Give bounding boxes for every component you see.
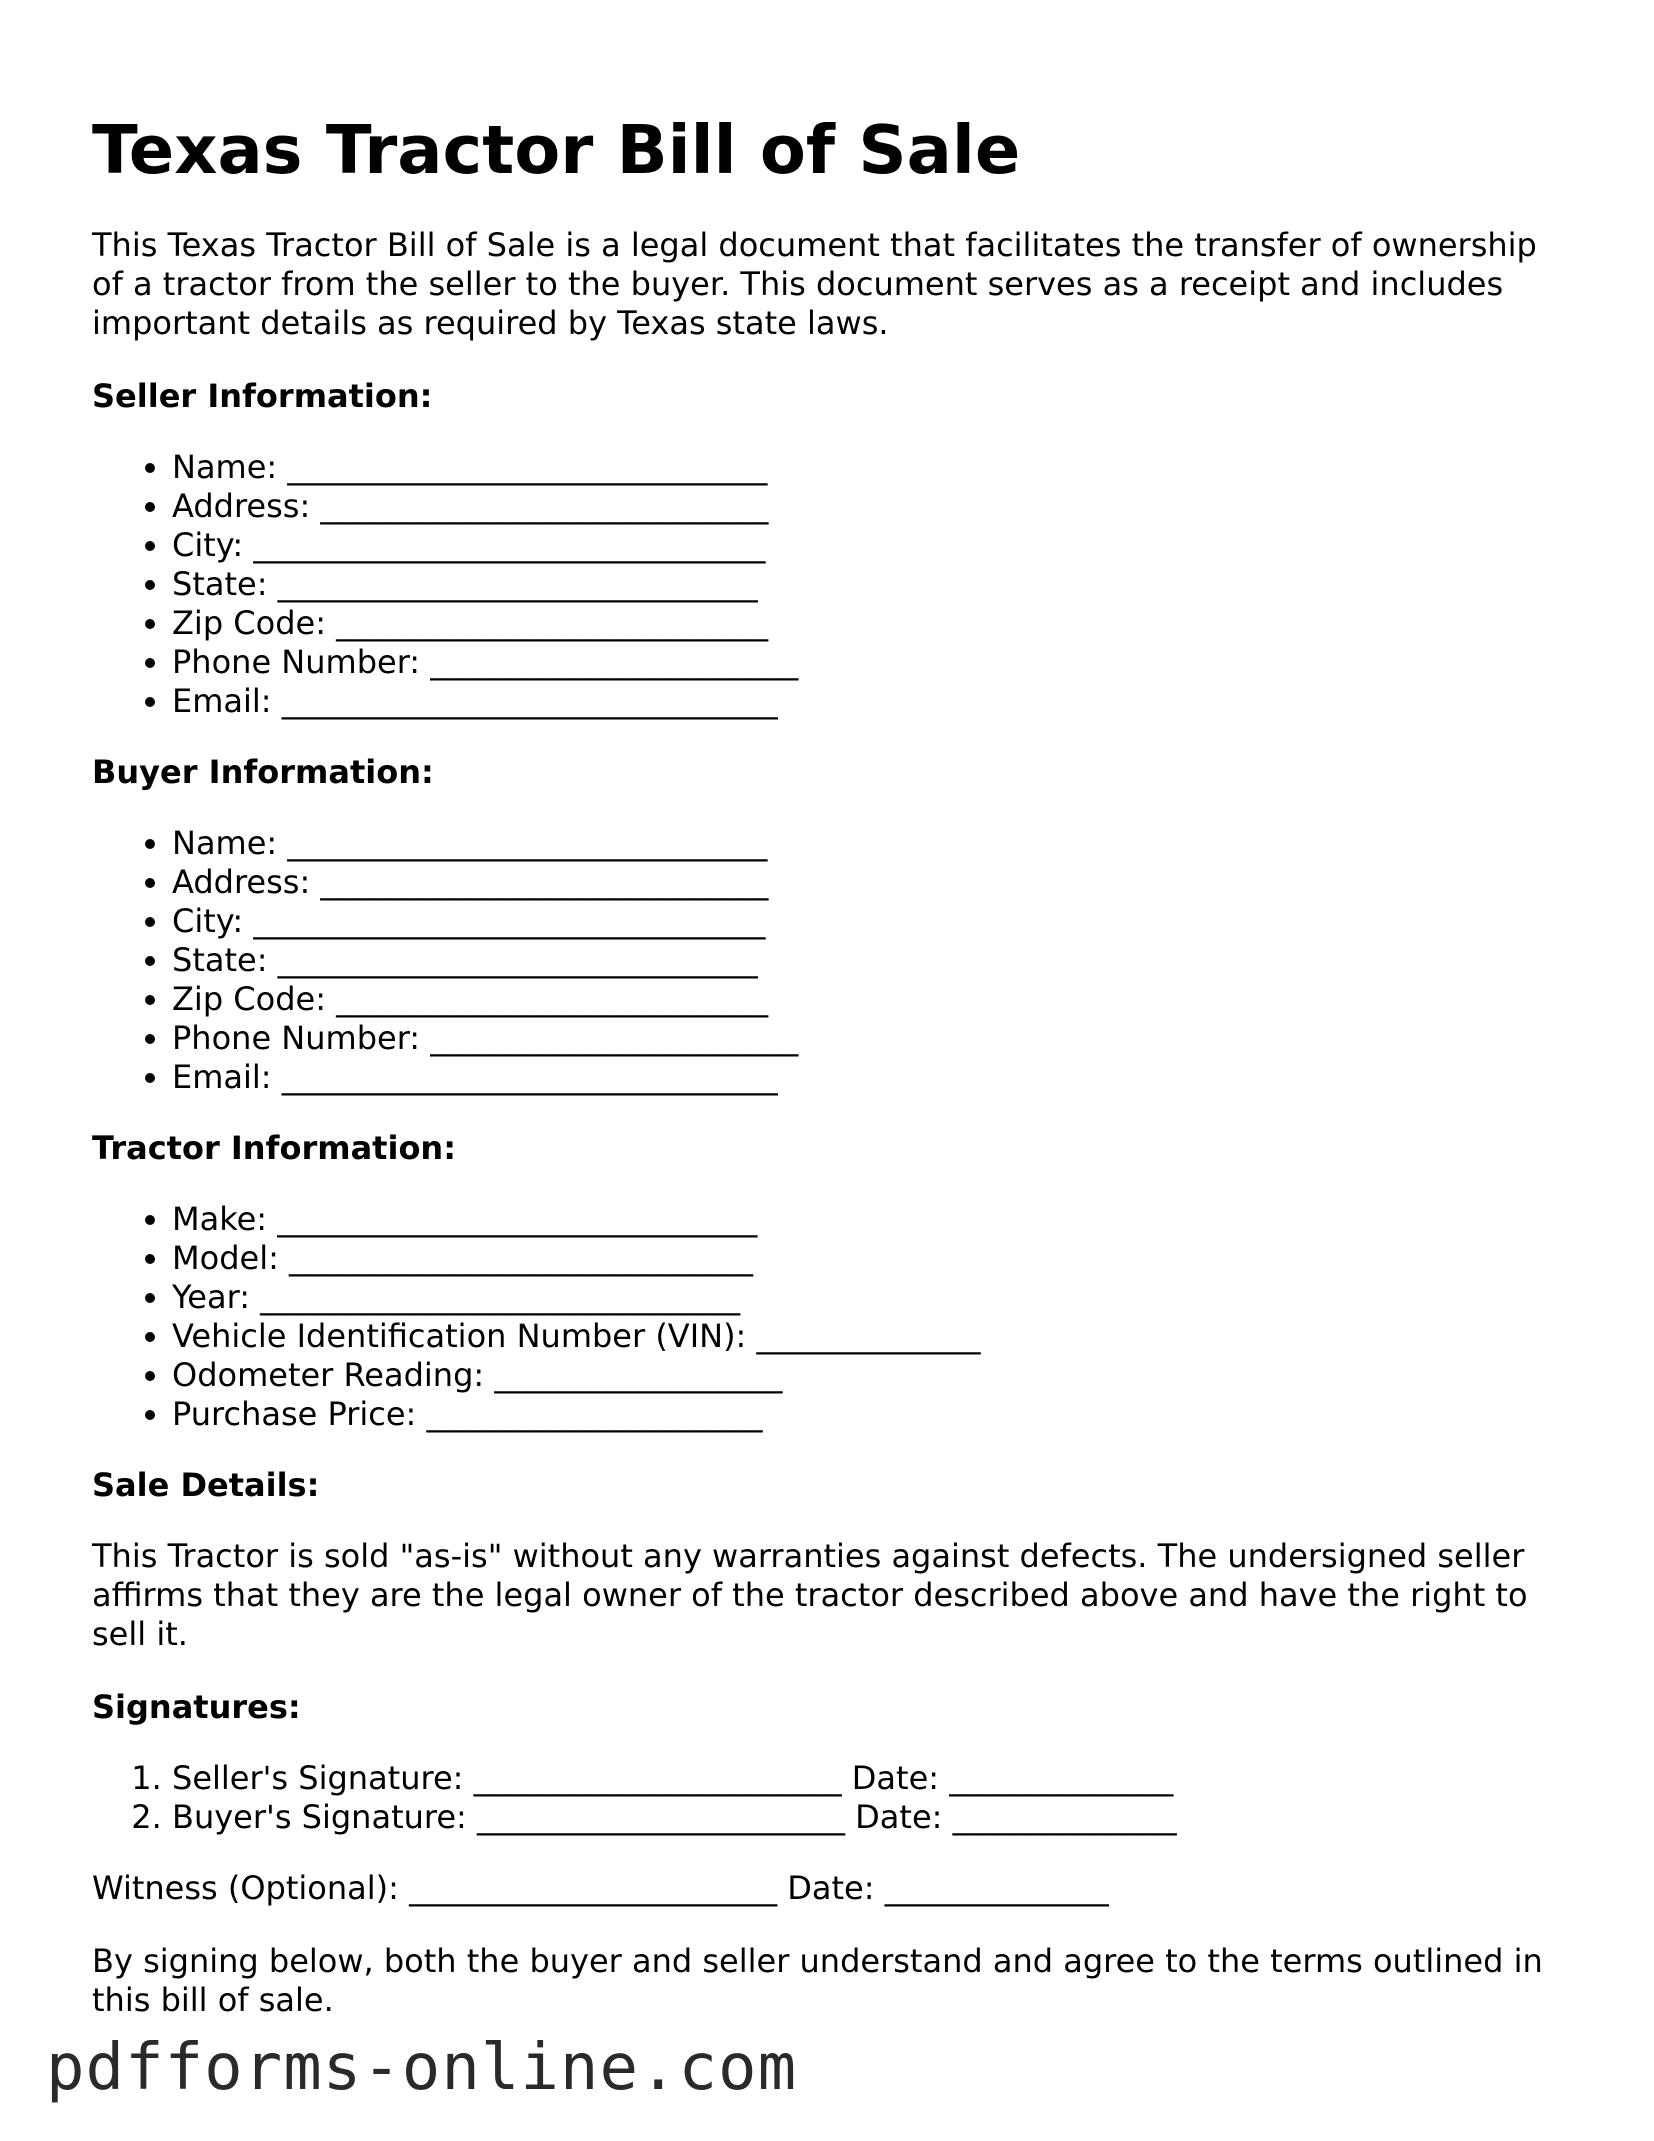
tractor-model-field[interactable]: • Model: _____________________________ xyxy=(172,1239,1572,1278)
tractor-price-field[interactable]: • Purchase Price: _____________________ xyxy=(172,1395,1572,1434)
tractor-year-field[interactable]: • Year: ______________________________ xyxy=(172,1278,1572,1317)
seller-city-field[interactable]: • City: ________________________________ xyxy=(172,526,1572,565)
sale-details-text: This Tractor is sold "as-is" without any warranties against defects. The undersigned seller affirms that they are the legal owner of the tractor described above and have the right to sell it. xyxy=(92,1537,1528,1653)
seller-fields-list xyxy=(92,448,1572,721)
buyer-phone-field[interactable]: • Phone Number: _______________________ xyxy=(172,1019,1572,1058)
tractor-make-field[interactable]: • Make: ______________________________ xyxy=(172,1200,1572,1239)
buyer-fields-list xyxy=(92,824,1572,1097)
intro-paragraph: This Texas Tractor Bill of Sale is a legal document that facilitates the transfer of ownership of a tractor from the seller to the buyer. This document serves as a receipt and includes important details as required by Texas state laws. xyxy=(92,226,1537,342)
tractor-vin-field[interactable]: • Vehicle Identification Number (VIN): ______________ xyxy=(172,1317,1572,1356)
seller-state-field[interactable]: • State: ______________________________ xyxy=(172,565,1572,604)
buyer-address-field[interactable]: • Address: ____________________________ xyxy=(172,863,1572,902)
tractor-fields-list xyxy=(92,1200,1572,1434)
seller-email-field[interactable]: • Email: _______________________________ xyxy=(172,682,1572,721)
seller-zip-field[interactable]: • Zip Code: ___________________________ xyxy=(172,604,1572,643)
sale-details-heading: Sale Details: xyxy=(92,1466,320,1504)
buyer-city-field[interactable]: • City: ________________________________ xyxy=(172,902,1572,941)
witness-signature-field[interactable]: Witness (Optional): _______________________ Date: ______________ xyxy=(92,1869,1109,1907)
signatures-list xyxy=(92,1759,1572,1837)
buyer-email-field[interactable]: • Email: _______________________________ xyxy=(172,1058,1572,1097)
buyer-signature-field[interactable]: 2. Buyer's Signature: _______________________ Date: ______________ xyxy=(172,1798,1572,1837)
watermark: pdfforms-online.com xyxy=(46,2031,798,2105)
buyer-zip-field[interactable]: • Zip Code: ___________________________ xyxy=(172,980,1572,1019)
buyer-state-field[interactable]: • State: ______________________________ xyxy=(172,941,1572,980)
tractor-odometer-field[interactable]: • Odometer Reading: __________________ xyxy=(172,1356,1572,1395)
buyer-heading: Buyer Information: xyxy=(92,753,434,791)
signatures-heading: Signatures: xyxy=(92,1688,301,1726)
seller-name-field[interactable]: • Name: ______________________________ xyxy=(172,448,1572,487)
document-page xyxy=(92,110,1572,2020)
seller-phone-field[interactable]: • Phone Number: _______________________ xyxy=(172,643,1572,682)
closing-paragraph: By signing below, both the buyer and seller understand and agree to the terms outlined in this bill of sale. xyxy=(92,1942,1543,2019)
seller-signature-field[interactable]: 1. Seller's Signature: _______________________ Date: ______________ xyxy=(172,1759,1572,1798)
seller-address-field[interactable]: • Address: ____________________________ xyxy=(172,487,1572,526)
document-title: Texas Tractor Bill of Sale xyxy=(92,111,1021,189)
buyer-name-field[interactable]: • Name: ______________________________ xyxy=(172,824,1572,863)
tractor-heading: Tractor Information: xyxy=(92,1129,456,1167)
seller-heading: Seller Information: xyxy=(92,377,433,415)
